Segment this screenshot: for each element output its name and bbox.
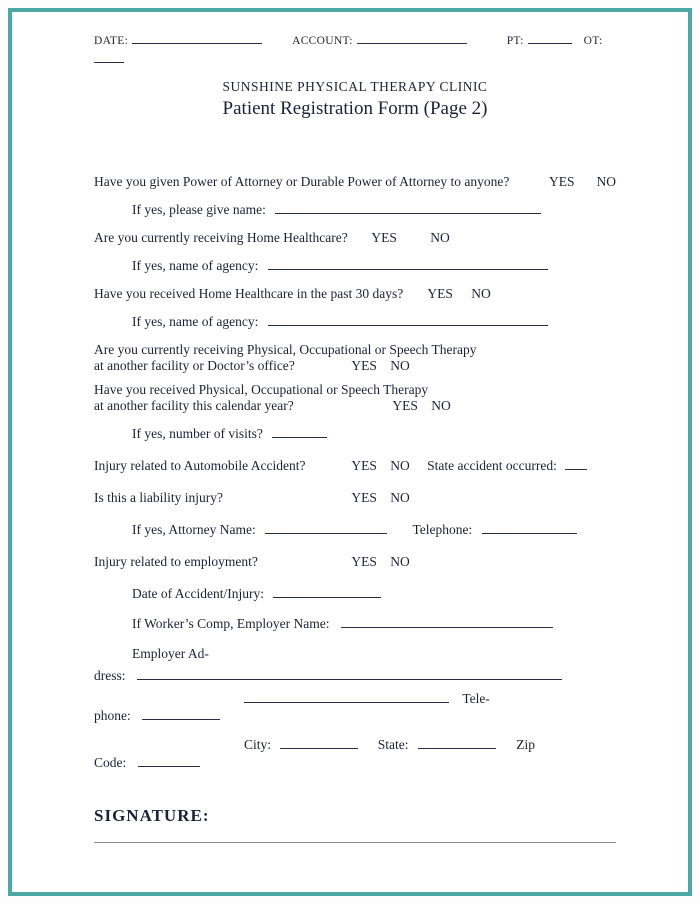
clinic-name: SUNSHINE PHYSICAL THERAPY CLINIC: [222, 79, 488, 94]
field-label: If yes, please give name:: [132, 202, 266, 217]
question-text: Are you currently receiving Home Healthcare?: [94, 230, 348, 245]
telephone-label: Telephone:: [412, 522, 473, 537]
field-city-state-zip: [94, 737, 616, 752]
state-blank[interactable]: [418, 737, 496, 749]
date-blank[interactable]: [132, 32, 262, 44]
yes-option-therapy-year[interactable]: YES: [392, 398, 418, 413]
question-text: Have you given Power of Attorney or Durable Power of Attorney to anyone?: [94, 174, 510, 189]
field-label: phone:: [94, 708, 131, 723]
form-page: [94, 32, 616, 843]
employer-phone-blank[interactable]: [142, 708, 220, 720]
attorney-label: If yes, Attorney Name:: [132, 522, 256, 537]
pt-blank[interactable]: [528, 32, 572, 44]
signature-label: SIGNATURE:: [94, 806, 210, 825]
question-text: Injury related to Automobile Accident?: [94, 458, 306, 473]
ot-label: OT:: [583, 35, 603, 47]
question-text: at another facility or Doctor’s office?: [94, 358, 295, 373]
field-employer-address-line1: [132, 646, 616, 661]
no-option-poa[interactable]: NO: [596, 174, 616, 189]
no-option-auto[interactable]: NO: [390, 458, 410, 473]
no-option-therapy-current[interactable]: NO: [390, 358, 410, 373]
no-option-therapy-year[interactable]: NO: [431, 398, 451, 413]
field-agency-2: [132, 314, 616, 329]
agency-1-blank[interactable]: [268, 258, 548, 270]
yes-option-hh-past[interactable]: YES: [427, 286, 453, 301]
poa-name-blank[interactable]: [275, 202, 541, 214]
field-label: Date of Accident/Injury:: [132, 586, 264, 601]
header-row-2: [94, 51, 616, 63]
question-liability: [94, 490, 616, 505]
question-power-of-attorney: [94, 174, 616, 189]
state-occurred-blank[interactable]: [565, 458, 587, 470]
question-text: Have you received Home Healthcare in the past 30 days?: [94, 286, 404, 301]
yes-option-hh-current[interactable]: YES: [371, 230, 397, 245]
field-label: If yes, name of agency:: [132, 258, 259, 273]
question-therapy-current-line1: [94, 342, 616, 357]
field-label: If yes, name of agency:: [132, 314, 259, 329]
question-text: Are you currently receiving Physical, Occupational or Speech Therapy: [94, 342, 477, 357]
accident-date-blank[interactable]: [273, 586, 381, 598]
field-workers-comp: [132, 616, 616, 631]
city-label: City:: [244, 737, 272, 752]
field-zip-code-line2: [94, 755, 616, 770]
field-label: If yes, number of visits?: [132, 426, 263, 441]
field-label: Tele-: [462, 691, 490, 706]
field-label: Employer Ad-: [132, 646, 209, 661]
telephone-blank[interactable]: [482, 522, 577, 534]
question-therapy-year-line1: [94, 382, 616, 397]
field-agency-1: [132, 258, 616, 273]
yes-option-therapy-current[interactable]: YES: [351, 358, 377, 373]
question-home-healthcare-current: [94, 230, 616, 245]
ot-blank[interactable]: [94, 51, 124, 63]
question-home-healthcare-past: [94, 286, 616, 301]
employer-name-blank[interactable]: [341, 616, 553, 628]
question-text: Is this a liability injury?: [94, 490, 223, 505]
pt-label: PT:: [506, 35, 524, 47]
account-blank[interactable]: [357, 32, 467, 44]
field-accident-date: [132, 586, 616, 601]
city-blank[interactable]: [280, 737, 358, 749]
field-visits: [132, 426, 616, 441]
field-employer-telephone-line2: [94, 708, 616, 723]
no-option-liability[interactable]: NO: [390, 490, 410, 505]
field-employer-telephone-line1: [94, 691, 616, 706]
yes-option-employment[interactable]: YES: [351, 554, 377, 569]
state-label: State:: [377, 737, 409, 752]
agency-2-blank[interactable]: [268, 314, 548, 326]
zip-code-blank[interactable]: [138, 755, 200, 767]
question-therapy-year-line2: [94, 398, 616, 413]
header-row: [94, 32, 616, 47]
date-label: DATE:: [94, 35, 129, 47]
question-therapy-current-line2: [94, 358, 616, 373]
no-option-hh-past[interactable]: NO: [471, 286, 491, 301]
field-poa-name: [132, 202, 616, 217]
employer-address-blank-2[interactable]: [244, 691, 449, 703]
field-label: If Worker’s Comp, Employer Name:: [132, 616, 330, 631]
yes-option-liability[interactable]: YES: [351, 490, 377, 505]
visits-blank[interactable]: [272, 426, 327, 438]
field-employer-address-line2: [94, 668, 616, 683]
signature-line[interactable]: [94, 842, 616, 843]
question-auto-accident: [94, 458, 616, 473]
code-label: Code:: [94, 755, 127, 770]
question-text: Have you received Physical, Occupational or Speech Therapy: [94, 382, 429, 397]
zip-label: Zip: [516, 737, 536, 752]
state-occurred-label: State accident occurred:: [427, 458, 557, 473]
page-border: [8, 8, 692, 896]
yes-option-auto[interactable]: YES: [351, 458, 377, 473]
page-title: Patient Registration Form (Page 2): [222, 98, 488, 119]
question-employment: [94, 554, 616, 569]
no-option-hh-current[interactable]: NO: [430, 230, 450, 245]
account-label: ACCOUNT:: [292, 35, 353, 47]
employer-address-blank[interactable]: [137, 668, 562, 680]
field-attorney: [132, 522, 616, 537]
field-label: dress:: [94, 668, 126, 683]
question-text: at another facility this calendar year?: [94, 398, 294, 413]
attorney-name-blank[interactable]: [265, 522, 387, 534]
no-option-employment[interactable]: NO: [390, 554, 410, 569]
yes-option-poa[interactable]: YES: [548, 174, 575, 189]
question-text: Injury related to employment?: [94, 554, 258, 569]
